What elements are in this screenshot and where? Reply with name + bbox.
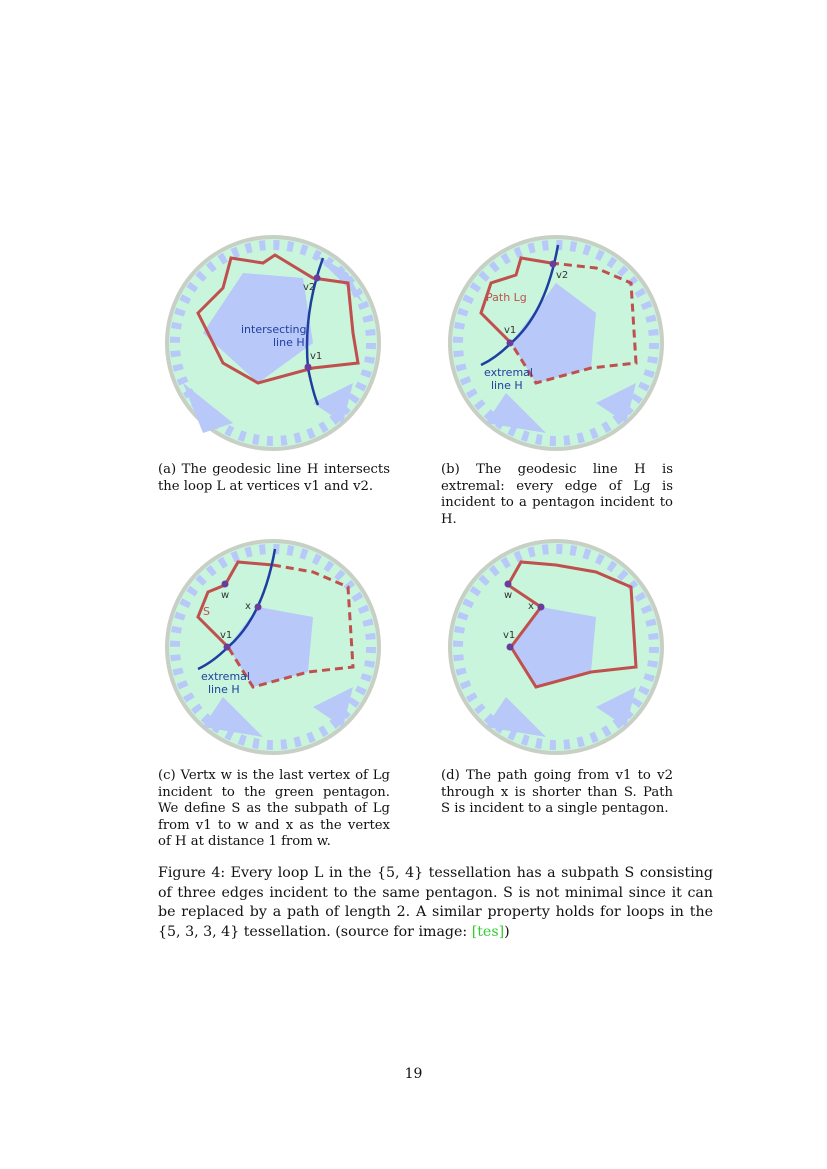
tessellation-diagram-c <box>163 537 383 757</box>
label-w: w <box>504 590 513 601</box>
citation-link[interactable]: [tes] <box>471 923 505 940</box>
page-number: 19 <box>404 1066 423 1082</box>
label-s: S <box>203 605 210 618</box>
label-v1: v1 <box>504 325 517 336</box>
caption-b: (b) The geodesic line H is extremal: every edge of Lg is incident to a pentagon incident to H. <box>441 462 673 527</box>
tessellation-diagram-a <box>163 233 383 453</box>
tessellation-diagram-d <box>446 537 666 757</box>
figure-panel-c <box>163 537 383 757</box>
label-v1: v1 <box>220 630 233 641</box>
label-line: extremal <box>484 366 533 379</box>
figure-caption <box>158 864 713 942</box>
caption-d: (d) The path going from v1 to v2 through x is shorter than S. Path S is incident to a single pentagon. <box>441 768 673 816</box>
label-v2: v2 <box>556 270 569 281</box>
label-line2: line H <box>273 336 305 349</box>
label-x: x <box>245 601 251 612</box>
label-x: x <box>528 601 534 612</box>
figure-caption-end: ) <box>504 923 510 940</box>
figure-panel-d <box>446 537 666 757</box>
label-line2: line H <box>491 379 523 392</box>
label-w: w <box>221 590 230 601</box>
label-v1: v1 <box>503 630 516 641</box>
caption-c: (c) Vertx w is the last vertex of Lg incident to the green pentagon. We define S as the subpath of Lg from v1 to w and x as the vertex of H at distance 1 from w. <box>158 768 390 849</box>
figure-panel-a <box>163 233 383 453</box>
figure-panel-b <box>446 233 666 453</box>
label-v2: v2 <box>303 282 316 293</box>
tessellation-diagram-b <box>446 233 666 453</box>
label-line: extremal <box>201 670 250 683</box>
label-path: Path Lg <box>486 291 527 304</box>
label-line2: line H <box>208 683 240 696</box>
figure-caption-text: Figure 4: Every loop L in the {5, 4} tessellation has a subpath S consisting of three edges incident to the same pentagon. S is not minimal since it can be replaced by a path of length 2. A similar property holds for loops in the {5, 3, 3, 4} tessellation. (source for image: <box>158 865 713 940</box>
label-v1: v1 <box>310 351 323 362</box>
caption-a: (a) The geodesic line H intersects the loop L at vertices v1 and v2. <box>158 462 390 494</box>
label-line: intersecting <box>241 323 307 336</box>
